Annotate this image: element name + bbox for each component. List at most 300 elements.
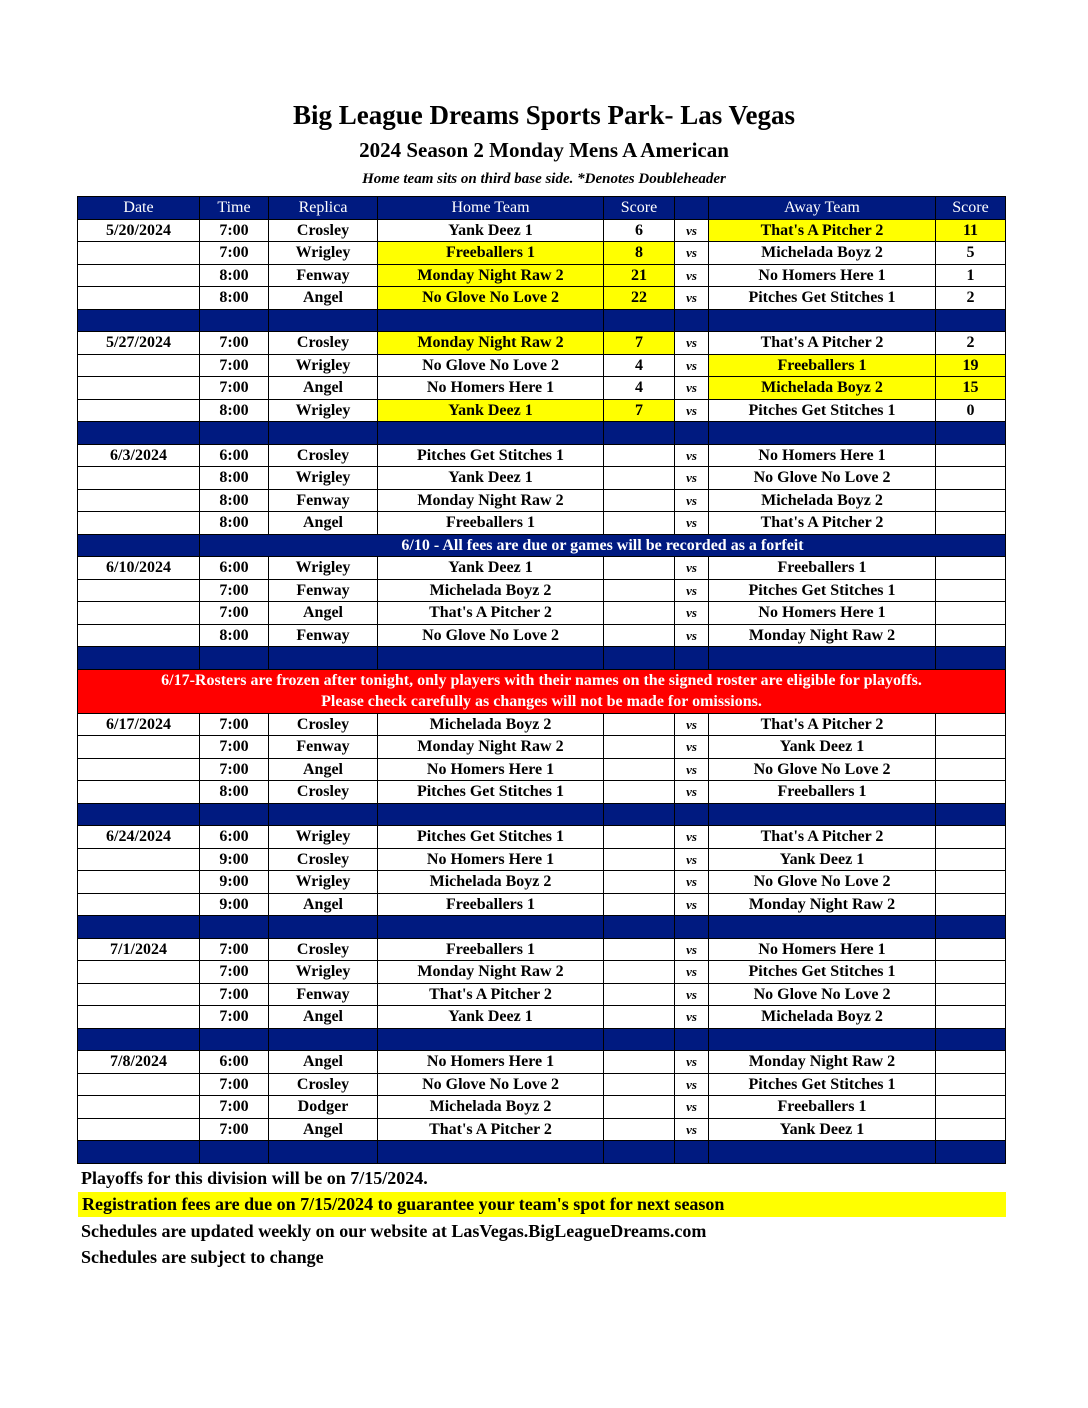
away-score-cell: 11 bbox=[936, 219, 1006, 242]
home-team-cell: Monday Night Raw 2 bbox=[378, 489, 604, 512]
separator-cell bbox=[378, 803, 604, 826]
replica-cell: Fenway bbox=[269, 264, 378, 287]
schedule-table bbox=[77, 196, 1006, 1164]
away-team-cell: No Homers Here 1 bbox=[709, 264, 936, 287]
time-cell: 7:00 bbox=[200, 1096, 269, 1119]
time-cell: 8:00 bbox=[200, 287, 269, 310]
time-cell: 7:00 bbox=[200, 736, 269, 759]
table-row bbox=[78, 1073, 1006, 1096]
home-team-cell: Yank Deez 1 bbox=[378, 467, 604, 490]
home-team-cell: Yank Deez 1 bbox=[378, 1006, 604, 1029]
separator-cell bbox=[200, 422, 269, 445]
date-cell bbox=[78, 512, 200, 535]
vs-cell: vs bbox=[675, 467, 709, 490]
replica-cell: Angel bbox=[269, 287, 378, 310]
table-row bbox=[78, 736, 1006, 759]
home-team-cell: Yank Deez 1 bbox=[378, 219, 604, 242]
vs-cell: vs bbox=[675, 399, 709, 422]
replica-cell: Crosley bbox=[269, 1073, 378, 1096]
table-row bbox=[78, 1051, 1006, 1074]
vs-cell: vs bbox=[675, 871, 709, 894]
home-score-cell: 21 bbox=[604, 264, 675, 287]
separator-cell bbox=[936, 1141, 1006, 1164]
date-cell bbox=[78, 1118, 200, 1141]
home-team-cell: Freeballers 1 bbox=[378, 893, 604, 916]
time-cell: 8:00 bbox=[200, 467, 269, 490]
date-cell: 6/17/2024 bbox=[78, 713, 200, 736]
playoffs-note: Playoffs for this division will be on 7/15/2024. bbox=[81, 1168, 428, 1188]
away-score-cell bbox=[936, 781, 1006, 804]
away-team-cell: No Glove No Love 2 bbox=[709, 871, 936, 894]
separator-cell bbox=[936, 422, 1006, 445]
table-row bbox=[78, 287, 1006, 310]
replica-cell: Fenway bbox=[269, 983, 378, 1006]
away-score-cell bbox=[936, 557, 1006, 580]
away-team-cell: That's A Pitcher 2 bbox=[709, 826, 936, 849]
home-score-cell bbox=[604, 1118, 675, 1141]
home-score-cell bbox=[604, 1006, 675, 1029]
replica-cell: Angel bbox=[269, 512, 378, 535]
vs-cell: vs bbox=[675, 848, 709, 871]
notice-spacer bbox=[78, 534, 200, 557]
time-cell: 7:00 bbox=[200, 1118, 269, 1141]
replica-cell: Crosley bbox=[269, 444, 378, 467]
replica-cell: Angel bbox=[269, 1118, 378, 1141]
away-score-cell bbox=[936, 736, 1006, 759]
table-row bbox=[78, 219, 1006, 242]
time-cell: 7:00 bbox=[200, 1006, 269, 1029]
separator-cell bbox=[604, 647, 675, 670]
home-team-cell: No Glove No Love 2 bbox=[378, 624, 604, 647]
home-score-cell bbox=[604, 467, 675, 490]
home-score-cell bbox=[604, 826, 675, 849]
home-team-cell: Freeballers 1 bbox=[378, 938, 604, 961]
away-team-cell: Yank Deez 1 bbox=[709, 848, 936, 871]
home-team-cell: That's A Pitcher 2 bbox=[378, 1118, 604, 1141]
away-team-cell: Pitches Get Stitches 1 bbox=[709, 579, 936, 602]
table-row bbox=[78, 444, 1006, 467]
separator-cell bbox=[709, 916, 936, 939]
time-cell: 8:00 bbox=[200, 489, 269, 512]
home-team-cell: Freeballers 1 bbox=[378, 512, 604, 535]
registration-note: Registration fees are due on 7/15/2024 to guarantee your team's spot for next season bbox=[78, 1192, 1006, 1217]
table-row bbox=[78, 624, 1006, 647]
home-score-cell bbox=[604, 893, 675, 916]
away-team-cell: Freeballers 1 bbox=[709, 354, 936, 377]
home-team-cell: Monday Night Raw 2 bbox=[378, 264, 604, 287]
away-team-cell: No Glove No Love 2 bbox=[709, 983, 936, 1006]
replica-cell: Fenway bbox=[269, 624, 378, 647]
separator-cell bbox=[675, 803, 709, 826]
col-header-date: Date bbox=[78, 197, 200, 220]
replica-cell: Fenway bbox=[269, 736, 378, 759]
home-team-cell: Pitches Get Stitches 1 bbox=[378, 781, 604, 804]
time-cell: 8:00 bbox=[200, 399, 269, 422]
separator-cell bbox=[675, 916, 709, 939]
date-cell bbox=[78, 579, 200, 602]
away-team-cell: Michelada Boyz 2 bbox=[709, 242, 936, 265]
table-row bbox=[78, 242, 1006, 265]
separator-cell bbox=[269, 309, 378, 332]
away-score-cell bbox=[936, 758, 1006, 781]
replica-cell: Wrigley bbox=[269, 826, 378, 849]
table-row bbox=[78, 399, 1006, 422]
separator-cell bbox=[709, 309, 936, 332]
separator-cell bbox=[709, 1028, 936, 1051]
separator-cell bbox=[675, 309, 709, 332]
time-cell: 7:00 bbox=[200, 332, 269, 355]
vs-cell: vs bbox=[675, 1051, 709, 1074]
time-cell: 6:00 bbox=[200, 444, 269, 467]
separator-cell bbox=[200, 309, 269, 332]
away-score-cell bbox=[936, 893, 1006, 916]
time-cell: 7:00 bbox=[200, 1073, 269, 1096]
away-score-cell bbox=[936, 1073, 1006, 1096]
away-score-cell: 0 bbox=[936, 399, 1006, 422]
replica-cell: Crosley bbox=[269, 781, 378, 804]
table-row bbox=[78, 467, 1006, 490]
away-score-cell: 15 bbox=[936, 377, 1006, 400]
vs-cell: vs bbox=[675, 264, 709, 287]
replica-cell: Fenway bbox=[269, 579, 378, 602]
separator-cell bbox=[200, 916, 269, 939]
date-cell bbox=[78, 467, 200, 490]
table-row bbox=[78, 713, 1006, 736]
home-score-cell bbox=[604, 1073, 675, 1096]
vs-cell: vs bbox=[675, 758, 709, 781]
home-team-cell: Monday Night Raw 2 bbox=[378, 332, 604, 355]
time-cell: 7:00 bbox=[200, 938, 269, 961]
away-score-cell bbox=[936, 602, 1006, 625]
home-team-cell: No Homers Here 1 bbox=[378, 377, 604, 400]
col-header-replica: Replica bbox=[269, 197, 378, 220]
separator-cell bbox=[604, 916, 675, 939]
separator-cell bbox=[604, 803, 675, 826]
date-cell bbox=[78, 781, 200, 804]
separator-cell bbox=[269, 1028, 378, 1051]
home-team-cell: No Glove No Love 2 bbox=[378, 287, 604, 310]
date-cell bbox=[78, 377, 200, 400]
vs-cell: vs bbox=[675, 961, 709, 984]
table-row bbox=[78, 826, 1006, 849]
website-note: Schedules are updated weekly on our website at LasVegas.BigLeagueDreams.com bbox=[81, 1221, 707, 1241]
vs-cell: vs bbox=[675, 938, 709, 961]
date-cell: 7/1/2024 bbox=[78, 938, 200, 961]
time-cell: 9:00 bbox=[200, 871, 269, 894]
table-row bbox=[78, 781, 1006, 804]
separator-cell bbox=[936, 916, 1006, 939]
home-team-cell: Freeballers 1 bbox=[378, 242, 604, 265]
col-header-home-team: Home Team bbox=[378, 197, 604, 220]
table-row bbox=[78, 961, 1006, 984]
replica-cell: Angel bbox=[269, 377, 378, 400]
home-score-cell: 7 bbox=[604, 332, 675, 355]
replica-cell: Crosley bbox=[269, 713, 378, 736]
away-score-cell bbox=[936, 938, 1006, 961]
home-team-cell: That's A Pitcher 2 bbox=[378, 983, 604, 1006]
col-header-time: Time bbox=[200, 197, 269, 220]
replica-cell: Wrigley bbox=[269, 467, 378, 490]
separator-cell bbox=[709, 803, 936, 826]
away-team-cell: Freeballers 1 bbox=[709, 781, 936, 804]
time-cell: 7:00 bbox=[200, 602, 269, 625]
replica-cell: Fenway bbox=[269, 489, 378, 512]
separator-cell bbox=[378, 1141, 604, 1164]
date-cell bbox=[78, 264, 200, 287]
roster-alert-line1: 6/17-Rosters are frozen after tonight, only players with their names on the signed roster are eligible for playoffs. bbox=[161, 672, 922, 689]
table-row bbox=[78, 871, 1006, 894]
separator-cell bbox=[378, 916, 604, 939]
away-team-cell: No Glove No Love 2 bbox=[709, 467, 936, 490]
vs-cell: vs bbox=[675, 287, 709, 310]
away-team-cell: Yank Deez 1 bbox=[709, 736, 936, 759]
separator-cell bbox=[675, 422, 709, 445]
separator-cell bbox=[269, 647, 378, 670]
home-score-cell bbox=[604, 624, 675, 647]
home-score-cell bbox=[604, 713, 675, 736]
vs-cell: vs bbox=[675, 602, 709, 625]
home-score-cell: 8 bbox=[604, 242, 675, 265]
away-team-cell: Michelada Boyz 2 bbox=[709, 489, 936, 512]
away-team-cell: Michelada Boyz 2 bbox=[709, 377, 936, 400]
table-row bbox=[78, 1006, 1006, 1029]
away-team-cell: Monday Night Raw 2 bbox=[709, 624, 936, 647]
home-score-cell: 22 bbox=[604, 287, 675, 310]
date-cell bbox=[78, 1096, 200, 1119]
vs-cell: vs bbox=[675, 893, 709, 916]
away-score-cell bbox=[936, 489, 1006, 512]
date-cell bbox=[78, 624, 200, 647]
home-score-cell bbox=[604, 602, 675, 625]
home-team-cell: Michelada Boyz 2 bbox=[378, 713, 604, 736]
separator-cell bbox=[709, 647, 936, 670]
separator-cell bbox=[200, 1028, 269, 1051]
col-header-away-team: Away Team bbox=[709, 197, 936, 220]
home-score-cell bbox=[604, 848, 675, 871]
date-cell: 5/20/2024 bbox=[78, 219, 200, 242]
date-cell: 6/3/2024 bbox=[78, 444, 200, 467]
vs-cell: vs bbox=[675, 444, 709, 467]
away-score-cell bbox=[936, 1051, 1006, 1074]
home-score-cell bbox=[604, 736, 675, 759]
notice-row bbox=[78, 534, 1006, 557]
notice-text: 6/10 - All fees are due or games will be recorded as a forfeit bbox=[200, 534, 1006, 557]
time-cell: 6:00 bbox=[200, 826, 269, 849]
home-team-cell: No Homers Here 1 bbox=[378, 848, 604, 871]
date-cell bbox=[78, 983, 200, 1006]
separator-cell bbox=[936, 1028, 1006, 1051]
away-score-cell bbox=[936, 983, 1006, 1006]
vs-cell: vs bbox=[675, 332, 709, 355]
separator-row bbox=[78, 1141, 1006, 1164]
date-cell bbox=[78, 399, 200, 422]
time-cell: 7:00 bbox=[200, 377, 269, 400]
away-score-cell bbox=[936, 579, 1006, 602]
away-team-cell: Monday Night Raw 2 bbox=[709, 1051, 936, 1074]
vs-cell: vs bbox=[675, 826, 709, 849]
separator-cell bbox=[378, 309, 604, 332]
replica-cell: Wrigley bbox=[269, 961, 378, 984]
col-header-away-score: Score bbox=[936, 197, 1006, 220]
away-score-cell bbox=[936, 871, 1006, 894]
replica-cell: Wrigley bbox=[269, 242, 378, 265]
separator-cell bbox=[200, 803, 269, 826]
time-cell: 6:00 bbox=[200, 1051, 269, 1074]
separator-cell bbox=[378, 1028, 604, 1051]
time-cell: 7:00 bbox=[200, 354, 269, 377]
header-note: Home team sits on third base side. *Denotes Doubleheader bbox=[362, 171, 726, 187]
replica-cell: Angel bbox=[269, 602, 378, 625]
table-row bbox=[78, 579, 1006, 602]
date-cell bbox=[78, 602, 200, 625]
col-header-home-score: Score bbox=[604, 197, 675, 220]
home-team-cell: Michelada Boyz 2 bbox=[378, 871, 604, 894]
replica-cell: Dodger bbox=[269, 1096, 378, 1119]
away-score-cell: 2 bbox=[936, 287, 1006, 310]
away-score-cell: 19 bbox=[936, 354, 1006, 377]
time-cell: 9:00 bbox=[200, 848, 269, 871]
replica-cell: Wrigley bbox=[269, 354, 378, 377]
away-score-cell bbox=[936, 1006, 1006, 1029]
replica-cell: Wrigley bbox=[269, 557, 378, 580]
home-score-cell bbox=[604, 1096, 675, 1119]
away-team-cell: Pitches Get Stitches 1 bbox=[709, 1073, 936, 1096]
date-cell bbox=[78, 489, 200, 512]
date-cell bbox=[78, 287, 200, 310]
date-cell bbox=[78, 758, 200, 781]
col-header-vs bbox=[675, 197, 709, 220]
roster-alert-line2: Please check carefully as changes will not be made for omissions. bbox=[321, 693, 762, 710]
home-team-cell: No Glove No Love 2 bbox=[378, 1073, 604, 1096]
home-score-cell: 7 bbox=[604, 399, 675, 422]
home-team-cell: No Homers Here 1 bbox=[378, 758, 604, 781]
vs-cell: vs bbox=[675, 713, 709, 736]
home-score-cell bbox=[604, 1051, 675, 1074]
vs-cell: vs bbox=[675, 736, 709, 759]
vs-cell: vs bbox=[675, 512, 709, 535]
separator-cell bbox=[604, 309, 675, 332]
separator-row bbox=[78, 916, 1006, 939]
replica-cell: Crosley bbox=[269, 332, 378, 355]
separator-cell bbox=[78, 1028, 200, 1051]
table-row bbox=[78, 1096, 1006, 1119]
date-cell bbox=[78, 1073, 200, 1096]
away-team-cell: Freeballers 1 bbox=[709, 1096, 936, 1119]
away-score-cell bbox=[936, 1096, 1006, 1119]
table-row bbox=[78, 489, 1006, 512]
time-cell: 7:00 bbox=[200, 219, 269, 242]
vs-cell: vs bbox=[675, 983, 709, 1006]
away-team-cell: That's A Pitcher 2 bbox=[709, 512, 936, 535]
time-cell: 9:00 bbox=[200, 893, 269, 916]
time-cell: 7:00 bbox=[200, 961, 269, 984]
separator-cell bbox=[604, 1141, 675, 1164]
vs-cell: vs bbox=[675, 1006, 709, 1029]
time-cell: 7:00 bbox=[200, 713, 269, 736]
separator-cell bbox=[675, 1141, 709, 1164]
time-cell: 8:00 bbox=[200, 781, 269, 804]
separator-row bbox=[78, 422, 1006, 445]
away-score-cell bbox=[936, 713, 1006, 736]
table-row bbox=[78, 1118, 1006, 1141]
replica-cell: Angel bbox=[269, 1051, 378, 1074]
home-score-cell bbox=[604, 938, 675, 961]
home-score-cell bbox=[604, 961, 675, 984]
page-title: Big League Dreams Sports Park- Las Vegas bbox=[292, 100, 796, 130]
home-score-cell bbox=[604, 512, 675, 535]
separator-cell bbox=[936, 803, 1006, 826]
replica-cell: Wrigley bbox=[269, 871, 378, 894]
home-team-cell: Pitches Get Stitches 1 bbox=[378, 444, 604, 467]
time-cell: 7:00 bbox=[200, 579, 269, 602]
vs-cell: vs bbox=[675, 624, 709, 647]
away-score-cell bbox=[936, 444, 1006, 467]
separator-cell bbox=[269, 1141, 378, 1164]
away-score-cell bbox=[936, 848, 1006, 871]
separator-cell bbox=[269, 422, 378, 445]
page-subtitle: 2024 Season 2 Monday Mens A American bbox=[359, 138, 729, 162]
separator-row bbox=[78, 803, 1006, 826]
date-cell: 5/27/2024 bbox=[78, 332, 200, 355]
date-cell: 6/10/2024 bbox=[78, 557, 200, 580]
separator-cell bbox=[936, 647, 1006, 670]
time-cell: 7:00 bbox=[200, 758, 269, 781]
away-team-cell: Michelada Boyz 2 bbox=[709, 1006, 936, 1029]
table-row bbox=[78, 377, 1006, 400]
table-header-row bbox=[78, 197, 1006, 220]
separator-cell bbox=[269, 803, 378, 826]
time-cell: 8:00 bbox=[200, 264, 269, 287]
separator-cell bbox=[378, 647, 604, 670]
date-cell: 7/8/2024 bbox=[78, 1051, 200, 1074]
away-score-cell bbox=[936, 512, 1006, 535]
away-team-cell: Yank Deez 1 bbox=[709, 1118, 936, 1141]
table-row bbox=[78, 354, 1006, 377]
away-score-cell: 5 bbox=[936, 242, 1006, 265]
home-team-cell: Monday Night Raw 2 bbox=[378, 736, 604, 759]
date-cell bbox=[78, 354, 200, 377]
replica-cell: Wrigley bbox=[269, 399, 378, 422]
home-team-cell: No Homers Here 1 bbox=[378, 1051, 604, 1074]
table-row bbox=[78, 557, 1006, 580]
replica-cell: Crosley bbox=[269, 938, 378, 961]
home-score-cell: 4 bbox=[604, 377, 675, 400]
table-row bbox=[78, 983, 1006, 1006]
vs-cell: vs bbox=[675, 354, 709, 377]
away-team-cell: No Homers Here 1 bbox=[709, 602, 936, 625]
vs-cell: vs bbox=[675, 1073, 709, 1096]
away-team-cell: No Homers Here 1 bbox=[709, 938, 936, 961]
date-cell bbox=[78, 871, 200, 894]
time-cell: 7:00 bbox=[200, 983, 269, 1006]
away-score-cell bbox=[936, 961, 1006, 984]
away-team-cell: Pitches Get Stitches 1 bbox=[709, 287, 936, 310]
separator-cell bbox=[709, 1141, 936, 1164]
vs-cell: vs bbox=[675, 377, 709, 400]
separator-row bbox=[78, 1028, 1006, 1051]
away-score-cell bbox=[936, 1118, 1006, 1141]
away-score-cell bbox=[936, 467, 1006, 490]
table-row bbox=[78, 848, 1006, 871]
home-score-cell bbox=[604, 758, 675, 781]
home-score-cell bbox=[604, 579, 675, 602]
separator-row bbox=[78, 309, 1006, 332]
home-team-cell: Michelada Boyz 2 bbox=[378, 1096, 604, 1119]
home-team-cell: That's A Pitcher 2 bbox=[378, 602, 604, 625]
home-score-cell bbox=[604, 557, 675, 580]
away-team-cell: Pitches Get Stitches 1 bbox=[709, 399, 936, 422]
table-row bbox=[78, 938, 1006, 961]
